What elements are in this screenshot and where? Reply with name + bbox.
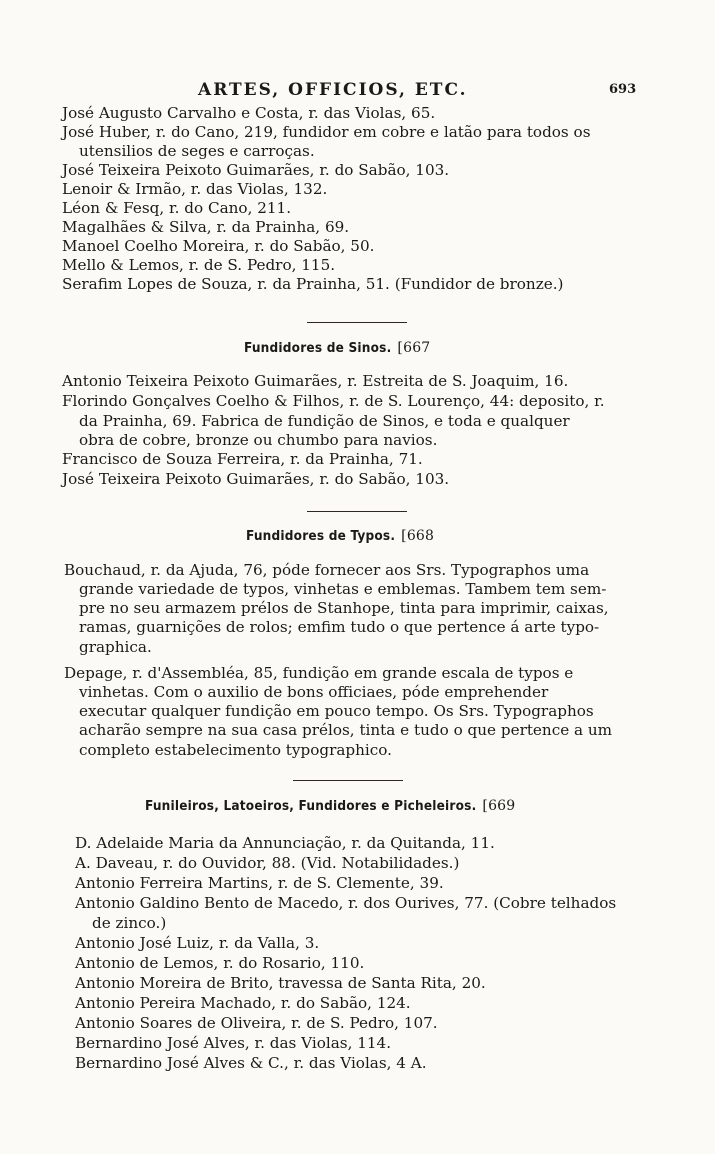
entry-line: graphica. bbox=[79, 638, 152, 656]
header-title: ARTES, OFFICIOS, ETC. bbox=[198, 80, 468, 100]
entry-line: Antonio José Luiz, r. da Valla, 3. bbox=[75, 934, 320, 952]
entry-line: José Augusto Carvalho e Costa, r. das Violas, 65. bbox=[62, 104, 436, 122]
entry-line: Bernardino José Alves, r. das Violas, 114. bbox=[75, 1034, 392, 1052]
section-heading-text: Funileiros, Latoeiros, Fundidores e Picheleiros. bbox=[145, 798, 477, 814]
entry-line: Manoel Coelho Moreira, r. do Sabão, 50. bbox=[62, 237, 375, 255]
entry-line: Antonio Ferreira Martins, r. de S. Clemente, 39. bbox=[75, 874, 444, 892]
entry-line: Antonio Soares de Oliveira, r. de S. Pedro, 107. bbox=[75, 1014, 438, 1032]
entry-line: vinhetas. Com o auxilio de bons officiaes, póde emprehender bbox=[79, 683, 549, 701]
section-divider bbox=[307, 511, 407, 512]
entry-line: Mello & Lemos, r. de S. Pedro, 115. bbox=[62, 256, 336, 274]
entry-line: José Teixeira Peixoto Guimarães, r. do Sabão, 103. bbox=[62, 470, 450, 488]
entry-line: Francisco de Souza Ferreira, r. da Prainha, 71. bbox=[62, 450, 423, 468]
running-header bbox=[0, 80, 715, 104]
entry-line: Antonio Moreira de Brito, travessa de Santa Rita, 20. bbox=[75, 974, 486, 992]
entry-line: Florindo Gonçalves Coelho & Filhos, r. de S. Lourenço, 44: deposito, r. bbox=[62, 392, 605, 410]
entry-line: Léon & Fesq, r. do Cano, 211. bbox=[62, 199, 292, 217]
entry-line: executar qualquer fundição em pouco tempo. Os Srs. Typographos bbox=[79, 702, 594, 720]
entry-line: Magalhães & Silva, r. da Prainha, 69. bbox=[62, 218, 350, 236]
section-number: [669 bbox=[482, 798, 516, 814]
entry-line: José Teixeira Peixoto Guimarães, r. do Sabão, 103. bbox=[62, 161, 450, 179]
section-divider bbox=[307, 322, 407, 323]
entry-line: D. Adelaide Maria da Annunciação, r. da Quitanda, 11. bbox=[75, 834, 495, 852]
entry-line: Antonio de Lemos, r. do Rosario, 110. bbox=[75, 954, 365, 972]
entry-line: acharão sempre na sua casa prélos, tinta e tudo o que pertence a um bbox=[79, 721, 613, 739]
section-divider bbox=[293, 780, 403, 781]
entry-line: de zinco.) bbox=[92, 914, 167, 932]
section-heading-text: Fundidores de Sinos. bbox=[244, 340, 392, 356]
page-number: 693 bbox=[609, 82, 637, 97]
entry-line: Antonio Teixeira Peixoto Guimarães, r. Estreita de S. Joaquim, 16. bbox=[62, 372, 569, 390]
entry-line: da Prainha, 69. Fabrica de fundição de Sinos, e toda e qualquer bbox=[79, 412, 570, 430]
entry-line: utensilios de seges e carroças. bbox=[79, 142, 315, 160]
entry-line: Depage, r. d'Assembléa, 85, fundição em grande escala de typos e bbox=[64, 664, 574, 682]
entry-line: pre no seu armazem prélos de Stanhope, tinta para imprimir, caixas, bbox=[79, 599, 609, 617]
section-heading bbox=[246, 528, 434, 544]
entry-line: Bernardino José Alves & C., r. das Violas, 4 A. bbox=[75, 1054, 427, 1072]
entry-line: José Huber, r. do Cano, 219, fundidor em cobre e latão para todos os bbox=[62, 123, 591, 141]
entry-line: ramas, guarnições de rolos; emfim tudo o que pertence á arte typo- bbox=[79, 618, 600, 636]
entry-line: Bouchaud, r. da Ajuda, 76, póde fornecer aos Srs. Typographos uma bbox=[64, 561, 590, 579]
entry-line: Serafim Lopes de Souza, r. da Prainha, 51. (Fundidor de bronze.) bbox=[62, 275, 564, 293]
entry-line: completo estabelecimento typographico. bbox=[79, 741, 392, 759]
entry-line: obra de cobre, bronze ou chumbo para navios. bbox=[79, 431, 438, 449]
entry-line: A. Daveau, r. do Ouvidor, 88. (Vid. Notabilidades.) bbox=[75, 854, 460, 872]
section-heading bbox=[244, 340, 430, 356]
section-number: [668 bbox=[401, 528, 435, 544]
entry-line: Lenoir & Irmão, r. das Violas, 132. bbox=[62, 180, 328, 198]
section-heading bbox=[145, 798, 515, 814]
section-heading-text: Fundidores de Typos. bbox=[246, 528, 396, 544]
entry-line: Antonio Pereira Machado, r. do Sabão, 124. bbox=[75, 994, 411, 1012]
entry-line: grande variedade de typos, vinhetas e emblemas. Tambem tem sem- bbox=[79, 580, 607, 598]
section-number: [667 bbox=[397, 340, 431, 356]
entry-line: Antonio Galdino Bento de Macedo, r. dos Ourives, 77. (Cobre telhados bbox=[75, 894, 617, 912]
